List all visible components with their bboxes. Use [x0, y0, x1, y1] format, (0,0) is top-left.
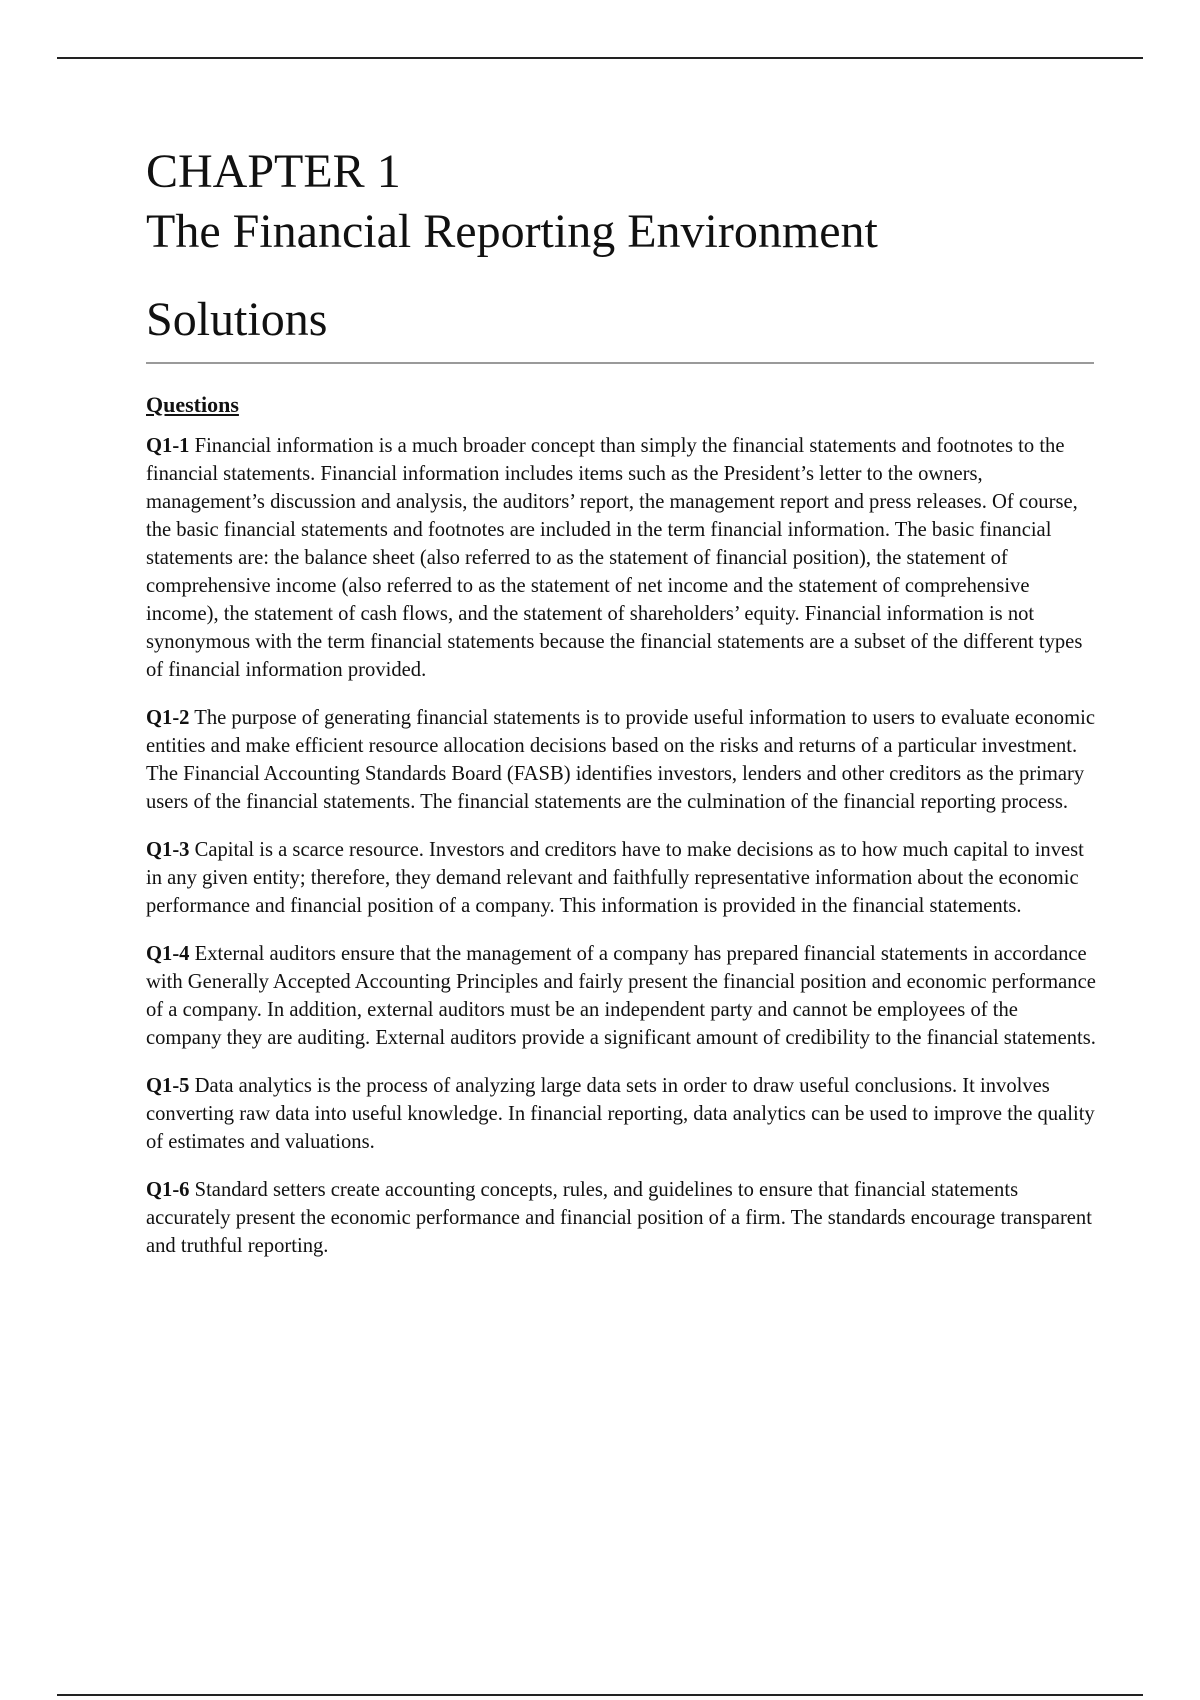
answer-q1-4 — [146, 940, 1096, 1052]
answer-text: Data analytics is the process of analyzing large data sets in order to draw useful conclusions. It involves converting raw data into useful knowledge. In financial reporting, data analytics can be used to improve the quality of estimates and valuations. — [146, 1075, 1095, 1153]
answers-list — [146, 432, 1096, 1260]
solutions-heading: Solutions — [146, 293, 328, 346]
answer-q1-2 — [146, 704, 1096, 816]
question-id: Q1-3 — [146, 839, 190, 861]
answer-q1-5 — [146, 1072, 1096, 1156]
question-id: Q1-4 — [146, 943, 190, 965]
question-id: Q1-6 — [146, 1179, 190, 1201]
question-id: Q1-5 — [146, 1075, 190, 1097]
page-bottom-rule — [57, 1694, 1143, 1696]
document-page — [146, 142, 1096, 1280]
answer-text: External auditors ensure that the management of a company has prepared financial statements in accordance with Generally Accepted Accounting Principles and fairly present the financial position and economic performance of a company. In addition, external auditors must be an independent party and cannot be employees of the company they are auditing. External auditors provide a significant amount of credibility to the financial statements. — [146, 943, 1096, 1049]
section-title-questions: Questions — [146, 392, 239, 417]
chapter-label: CHAPTER 1 — [146, 145, 401, 198]
chapter-heading — [146, 142, 1096, 262]
answer-text: Financial information is a much broader concept than simply the financial statements and footnotes to the financial statements. Financial information includes items such as the President’s letter to the owners, management’s discussion and analysis, the auditors’ report, the management report and press releases. Of course, the basic financial statements and footnotes are included in the term financial information. The basic financial statements are: the balance sheet (also referred to as the statement of financial position), the statement of comprehensive income (also referred to as the statement of net income and the statement of comprehensive income), the statement of cash flows, and the statement of shareholders’ equity. Financial information is not synonymous with the term financial statements because the financial statements are a subset of the different types of financial information provided. — [146, 435, 1083, 681]
question-id: Q1-2 — [146, 707, 190, 729]
answer-text: Capital is a scarce resource. Investors and creditors have to make decisions as to how much capital to invest in any given entity; therefore, they demand relevant and faithfully representative information about the economic performance and financial position of a company. This information is provided in the financial statements. — [146, 839, 1084, 917]
answer-q1-3 — [146, 836, 1096, 920]
heading-divider — [146, 362, 1094, 364]
answer-text: The purpose of generating financial statements is to provide useful information to users to evaluate economic entities and make efficient resource allocation decisions based on the risks and returns of a particular investment. The Financial Accounting Standards Board (FASB) identifies investors, lenders and other creditors as the primary users of the financial statements. The financial statements are the culmination of the financial reporting process. — [146, 707, 1095, 813]
question-id: Q1-1 — [146, 435, 190, 457]
answer-q1-6 — [146, 1176, 1096, 1260]
answer-text: Standard setters create accounting concepts, rules, and guidelines to ensure that financial statements accurately present the economic performance and financial position of a firm. The standards encourage transparent and truthful reporting. — [146, 1179, 1092, 1257]
answer-q1-1 — [146, 432, 1096, 684]
chapter-title: The Financial Reporting Environment — [146, 205, 878, 258]
page-top-rule — [57, 57, 1143, 59]
